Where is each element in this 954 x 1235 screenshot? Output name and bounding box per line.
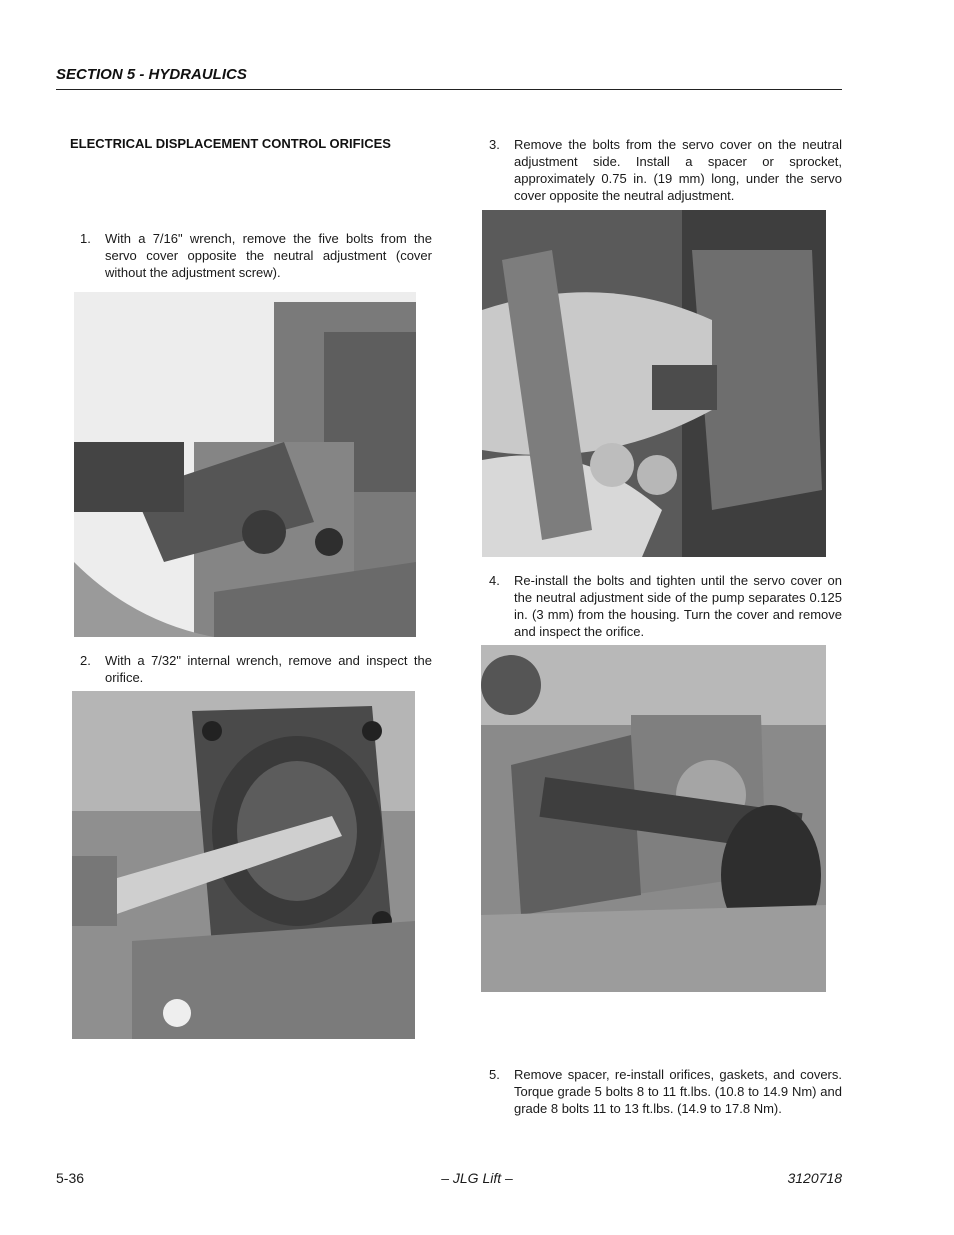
step-text: Remove the bolts from the servo cover on the neutral adjustment side. Install a spacer or sprocket, approximately 0.75 in. (19 mm) long, under the servo cover opposite the neutral adjustment. xyxy=(514,137,842,203)
step-text: Re-install the bolts and tighten until the servo cover on the neutral adjustment side of the pump separates 0.125 in. (3 mm) from the housing. Turn the cover and remove and inspect the orifice. xyxy=(514,573,842,639)
step-4 xyxy=(489,572,842,640)
step-number: 1. xyxy=(80,231,91,246)
subheading: ELECTRICAL DISPLACEMENT CONTROL ORIFICES xyxy=(70,136,391,151)
step-text: With a 7/16" wrench, remove the five bolts from the servo cover opposite the neutral adjustment (cover without the adjustment screw). xyxy=(105,231,432,280)
page-number: 5-36 xyxy=(56,1170,85,1186)
step-number: 2. xyxy=(80,653,91,668)
step-number: 4. xyxy=(489,573,500,588)
photo-internal-wrench-orifice xyxy=(72,691,415,1039)
step-number: 3. xyxy=(489,137,500,152)
photo-cover-separated xyxy=(481,645,826,992)
section-title: SECTION 5 - HYDRAULICS xyxy=(56,66,247,83)
step-1 xyxy=(80,230,432,281)
step-2 xyxy=(80,652,432,686)
photo-install-spacer xyxy=(482,210,826,557)
step-number: 5. xyxy=(489,1067,500,1082)
step-5 xyxy=(489,1066,842,1117)
step-text: Remove spacer, re-install orifices, gaskets, and covers. Torque grade 5 bolts 8 to 11 ft.lbs. (10.8 to 14.9 Nm) and grade 8 bolts 11 to 13 ft.lbs. (14.9 to 17.8 Nm). xyxy=(514,1067,842,1116)
footer-center-text: – JLG Lift – xyxy=(441,1170,513,1186)
photo-wrench-servo-cover xyxy=(74,292,416,637)
step-3 xyxy=(489,136,842,204)
step-text: With a 7/32" internal wrench, remove and inspect the orifice. xyxy=(105,653,432,685)
document-number: 3120718 xyxy=(787,1170,842,1186)
header-rule xyxy=(56,89,842,90)
